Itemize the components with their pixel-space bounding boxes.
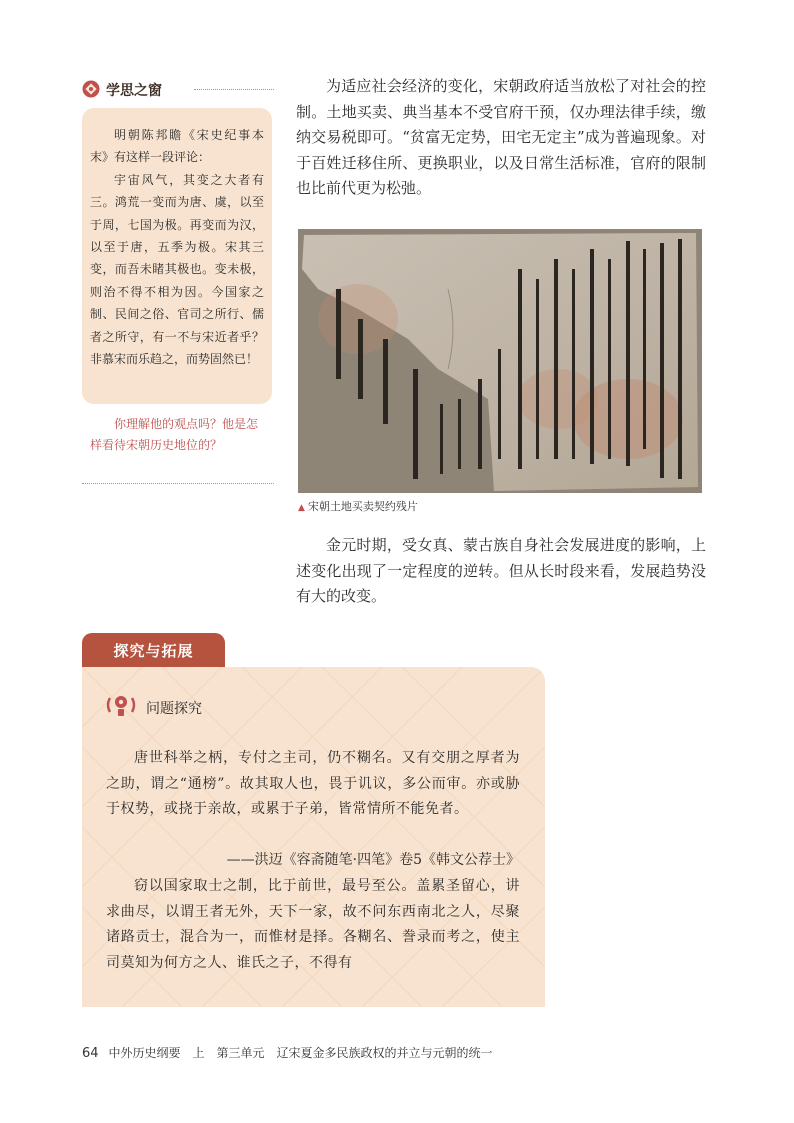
contract-fragment-photo	[298, 229, 702, 493]
triangle-icon: ▲	[298, 503, 305, 513]
sidebar-header	[82, 78, 274, 100]
section-tab	[82, 633, 225, 667]
question-bulb-icon	[106, 692, 136, 718]
divider	[194, 89, 274, 90]
photo-caption	[298, 498, 418, 514]
section-tab-label: 探究与拓展	[113, 642, 194, 660]
page-footer	[82, 1044, 493, 1061]
sidebar-question: 你理解他的观点吗？他是怎样看待宋朝历史地位的？	[90, 417, 259, 452]
divider	[82, 483, 274, 484]
sidebar-quote: 宇宙风气，其变之大者有三。鸿荒一变而为唐、虞，以至于周，七国为极。再变而为汉，以至于唐，五季为极。宋其三变，而吾未睹其极也。变未极，则治不得不相为因。今国家之制、民间之俗、官司之所行、儒者之所守，有一不与宋近者乎？非慕宋而乐趋之，而势固然已！	[90, 172, 264, 367]
quote-citation: ——洪迈《容斋随笔·四笔》卷5《韩文公荐士》	[226, 852, 520, 868]
caption-text: 宋朝土地买卖契约残片	[307, 500, 418, 513]
quote-paragraph: 窃以国家取士之制，比于前世，最号至公。盖累圣留心，讲求曲尽，以谓王者无外，天下一家，故不问东西南北之人，尽聚诸路贡士，混合为一，而惟材是择。各糊名、誊录而考之，使主司莫知为何方之人、谁氏之子，不得有	[106, 878, 520, 971]
sidebar-title: 学思之窗	[106, 83, 162, 99]
body-paragraph: 为适应社会经济的变化，宋朝政府适当放松了对社会的控制。土地买卖、典当基本不受官府干预，仅办理法律手续，缴纳交易税即可。“贫富无定势，田宅无定主”成为普遍现象。对于百姓迁移住所、更换职业，以及日常生活标准，官府的限制也比前代更为松弛。	[296, 77, 706, 197]
quote-paragraph: 唐世科举之柄，专付之主司，仍不糊名。又有交朋之厚者为之助，谓之“通榜”。故其取人也，畏于讥议，多公而审。亦或胁于权势，或挠于亲故，或累于子弟，皆常情所不能免者。	[106, 750, 520, 817]
body-paragraph: 金元时期，受女真、蒙古族自身社会发展进度的影响，上述变化出现了一定程度的逆转。但从长时段来看，发展趋势没有大的改变。	[296, 536, 706, 605]
sidebar-text	[90, 124, 264, 370]
question-title: 问题探究	[146, 701, 202, 717]
footer-text: 中外历史纲要 上 第三单元 辽宋夏金多民族政权的并立与元朝的统一	[108, 1046, 493, 1060]
diamond-flower-icon	[82, 80, 100, 98]
page-number: 64	[82, 1046, 99, 1061]
sidebar-intro: 明朝陈邦瞻《宋史纪事本末》有这样一段评论：	[90, 128, 264, 165]
